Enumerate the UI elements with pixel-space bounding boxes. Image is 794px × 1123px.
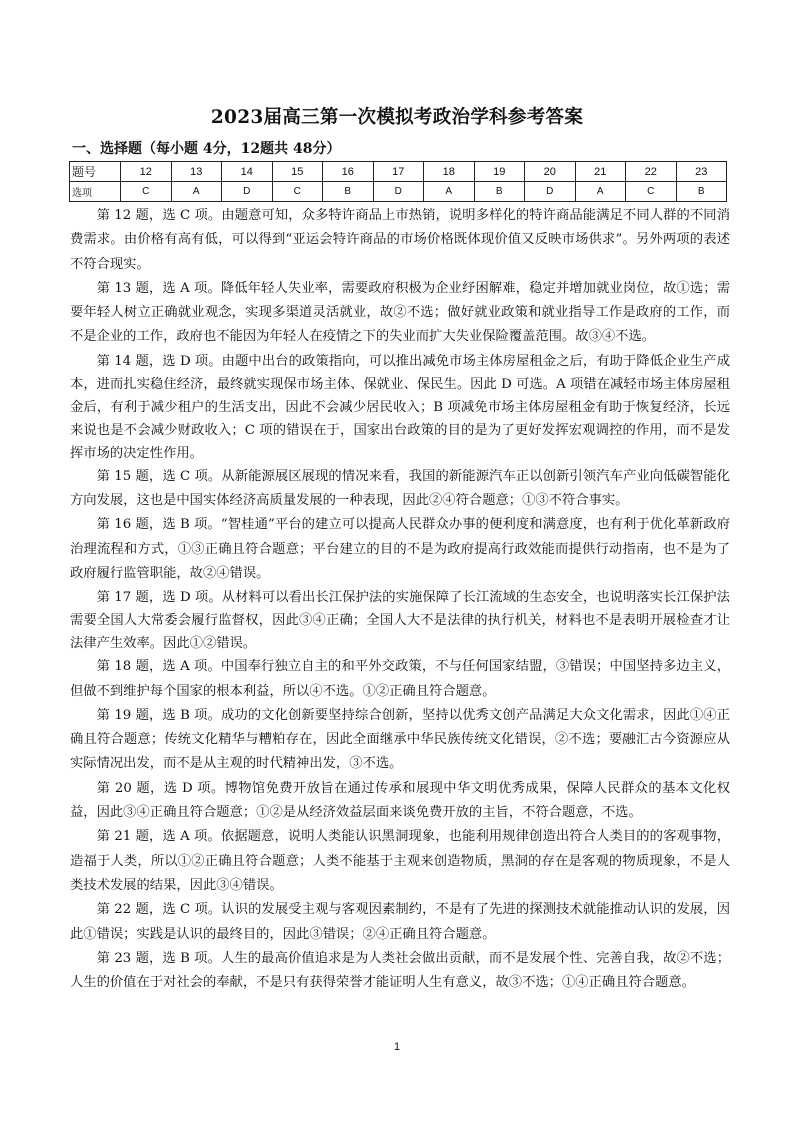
explanation-q19: 第 19 题，选 B 项。成功的文化创新要坚持综合创新，坚持以优秀文创产品满足大众文化需求，因此①④正确且符合题意；传统文化精华与糟粕存在，因此全面继承中华民族传统文化错误，②不选；要融汇古今资源应从实际情况出发，而不是从主观的时代精神出发，③不选。: [70, 707, 730, 772]
explanation-q15: 第 15 题，选 C 项。从新能源展区展现的情况来看，我国的新能源汽车正以创新引领汽车产业向低碳智能化方向发展，这也是中国实体经济高质量发展的一种表现，因此②④符合题意；①③不符合事实。: [70, 468, 730, 509]
explanation-q13: 第 13 题，选 A 项。降低年轻人失业率，需要政府积极为企业纾困解难，稳定并增加就业岗位，故①选；需要年轻人树立正确就业观念，实现多渠道灵活就业，故②不选；做好就业政策和就业指导工作是政府的工作，而不是企业的工作，政府也不能因为年轻人在疫情之下的失业而扩大失业保险覆盖范围。故③④不选。: [70, 280, 730, 345]
section-heading: 一、选择题（每小题 4分，12题共 48分）: [72, 141, 341, 157]
answer-option: C: [626, 182, 677, 202]
table-row: [70, 162, 727, 182]
question-number: 17: [373, 162, 424, 182]
explanation-q18: 第 18 题，选 A 项。中国奉行独立自主的和平外交政策，不与任何国家结盟，③错误；中国坚持多边主义，但做不到维护每个国家的根本利益，所以④不选。①②正确且符合题意。: [70, 659, 730, 699]
row-label-question: 题号: [70, 162, 121, 182]
answer-option: B: [323, 182, 374, 202]
question-number: 20: [525, 162, 576, 182]
answer-option: D: [222, 182, 273, 202]
document-title: 2023届高三第一次模拟考政治学科参考答案: [210, 107, 584, 128]
explanation-q12: 第 12 题，选 C 项。由题意可知，众多特许商品上市热销，说明多样化的特许商品能满足不同人群的不同消费需求。由价格有高有低，可以得到“亚运会特许商品的市场价格既体现价值又反映市场供求”。另外两项的表述不符合现实。: [70, 208, 730, 272]
page-number: 1: [393, 1041, 401, 1053]
explanation-q17: 第 17 题，选 D 项。从材料可以看出长江保护法的实施保障了长江流域的生态安全，也说明落实长江保护法需要全国人大常委会履行监督权，因此③④正确；全国人大不是法律的执行机关，材料也不是表明开展检查才让法律产生效率。因此①②错误。: [70, 590, 730, 652]
explanation-q22: 第 22 题，选 C 项。认识的发展受主观与客观因素制约，不是有了先进的探测技术就能推动认识的发展，因此①错误；实践是认识的最终目的，因此③错误；②④正确且符合题意。: [70, 902, 730, 942]
explanation-q20: 第 20 题，选 D 项。博物馆免费开放旨在通过传承和展现中华文明优秀成果，保障人民群众的基本文化权益，因此③④正确且符合题意；①②是从经济效益层面来谈免费开放的主旨，不符合题意，不选。: [70, 780, 730, 821]
question-number: 16: [323, 162, 374, 182]
question-number: 23: [676, 162, 727, 182]
answer-option: D: [525, 182, 576, 202]
answer-option: B: [474, 182, 525, 202]
answer-option: C: [121, 182, 172, 202]
question-number: 13: [171, 162, 222, 182]
answer-option: A: [171, 182, 222, 202]
answer-table: [69, 161, 727, 202]
question-number: 22: [626, 162, 677, 182]
answer-option: B: [676, 182, 727, 202]
answer-option: C: [272, 182, 323, 202]
question-number: 14: [222, 162, 273, 182]
explanation-q16: 第 16 题，选 B 项。“智桂通”平台的建立可以提高人民群众办事的便利度和满意度，也有利于优化革新政府治理流程和方式，①③正确且符合题意；平台建立的目的不是为政府提高行政效能而提供行动指南，也不是为了政府履行监管职能，故②④错误。: [70, 517, 730, 581]
row-label-option: 选项: [70, 182, 121, 202]
question-number: 18: [424, 162, 475, 182]
answer-option: A: [424, 182, 475, 202]
question-number: 21: [575, 162, 626, 182]
answer-option: D: [373, 182, 424, 202]
question-number: 15: [272, 162, 323, 182]
explanations: [70, 204, 730, 995]
explanation-q23: 第 23 题，选 B 项。人生的最高价值追求是为人类社会做出贡献，而不是发展个性、完善自我，故②不选；人生的价值在于对社会的奉献，不是只有获得荣誉才能证明人生有意义，故③不选；①④正确且符合题意。: [70, 950, 730, 991]
explanation-q21: 第 21 题，选 A 项。依据题意，说明人类能认识黑洞现象，也能利用规律创造出符合人类目的的客观事物，造福于人类，所以①②正确且符合题意；人类不能基于主观来创造物质，黑洞的存在是客观的物质现象，不是人类技术发展的结果，因此③④错误。: [70, 829, 730, 893]
answer-option: A: [575, 182, 626, 202]
table-row: [70, 182, 727, 202]
question-number: 12: [121, 162, 172, 182]
question-number: 19: [474, 162, 525, 182]
explanation-q14: 第 14 题，选 D 项。由题中出台的政策指向，可以推出减免市场主体房屋租金之后，有助于降低企业生产成本，进而扎实稳住经济，最终就实现保市场主体、保就业、保民生。因此 D 可选。A 项错在减轻市场主体房屋租金后，有利于减少租户的生活支出，因此不会减少居民收入；B 项减免市场主体房屋租金有助于恢复经济，长远来说也是不会减少财政收入；C 项的错误在于，国家出台政策的目的是为了更好发挥宏观调控的作用，而不是发挥市场的决定性作用。: [70, 353, 730, 461]
